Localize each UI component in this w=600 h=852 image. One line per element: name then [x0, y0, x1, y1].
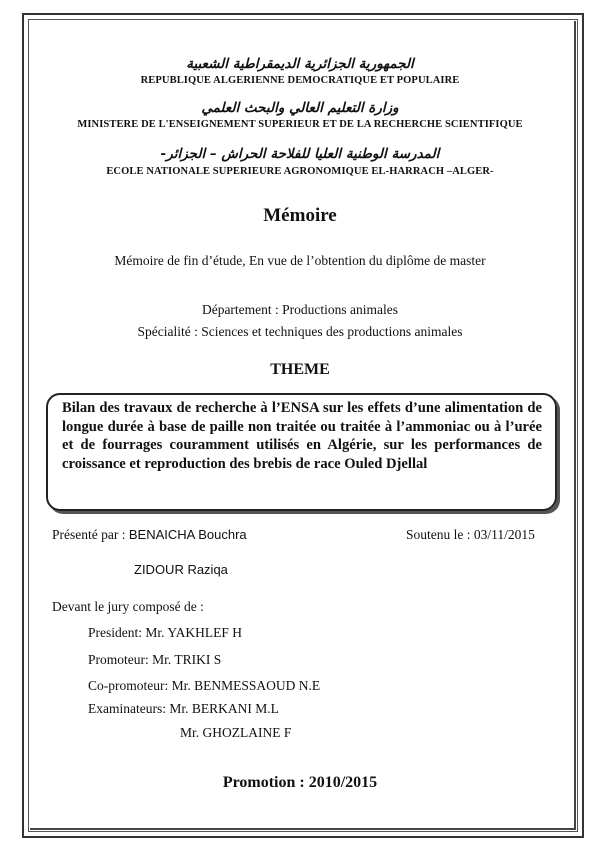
jury-member-examinateur-2: Mr. GHOZLAINE F	[180, 725, 292, 740]
document-subtitle: Mémoire de fin d’étude, En vue de l’obtention du diplôme de master	[114, 253, 486, 268]
speciality-line: Spécialité : Sciences et techniques des productions animales	[137, 324, 463, 339]
arabic-ministry-heading: وزارة التعليم العالي والبحث العلمي	[201, 100, 399, 116]
ministry-heading: MINISTERE DE L'ENSEIGNEMENT SUPERIEUR ET DE LA RECHERCHE SCIENTIFIQUE	[77, 119, 523, 130]
jury-member-examinateur-1: Examinateurs: Mr. BERKANI M.L	[88, 701, 279, 716]
promotion-line: Promotion : 2010/2015	[222, 774, 378, 791]
theme-heading: THEME	[270, 361, 330, 378]
presented-by-line	[52, 527, 247, 543]
presented-by-label: Présenté par :	[52, 527, 126, 542]
student-2-name: ZIDOUR Raziqa	[134, 562, 228, 577]
document-title: Mémoire	[263, 205, 337, 226]
theme-text: Bilan des travaux de recherche à l’ENSA sur les effets d’une alimentation de longue durée à base de paille non traitée ou traitée à l’ammoniac ou à l’urée et de fourrages couramment utilisés en Algérie, sur les performances de croissance et reproduction des brebis de race Ouled Djellal	[62, 400, 542, 472]
republic-heading: REPUBLIQUE ALGERIENNE DEMOCRATIQUE ET POPULAIRE	[140, 75, 460, 86]
jury-member-co-promoteur: Co-promoteur: Mr. BENMESSAOUD N.E	[88, 678, 321, 693]
arabic-school-heading: المدرسة الوطنية العليا للفلاحة الحراش – الجزائر-	[160, 146, 440, 162]
jury-intro: Devant le jury composé de :	[52, 599, 204, 614]
student-1-name: BENAICHA Bouchra	[128, 527, 247, 542]
school-heading: ECOLE NATIONALE SUPERIEURE AGRONOMIQUE EL-HARRACH –ALGER-	[106, 166, 494, 177]
defense-date: Soutenu le : 03/11/2015	[406, 527, 535, 542]
department-line: Département : Productions animales	[201, 302, 399, 317]
arabic-republic-heading: الجمهورية الجزائرية الديمقراطية الشعبية	[186, 56, 414, 72]
jury-member-president: President: Mr. YAKHLEF H	[88, 625, 242, 640]
jury-member-promoteur: Promoteur: Mr. TRIKI S	[88, 652, 222, 667]
